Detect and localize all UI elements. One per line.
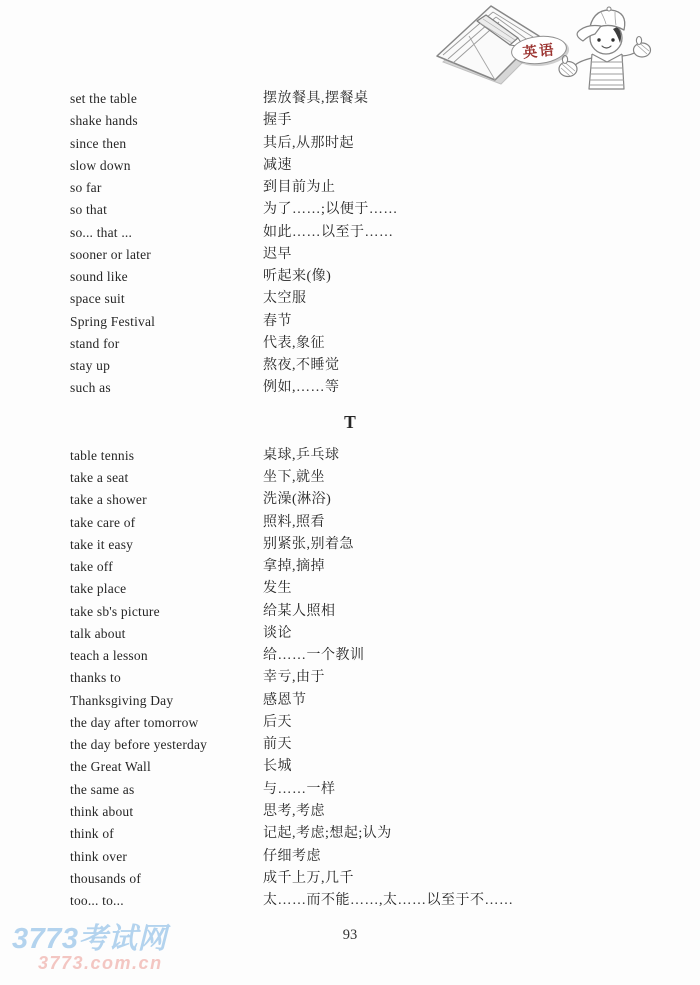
vocab-row [0,578,700,600]
vocab-row [0,623,700,645]
vocab-row [0,311,700,333]
chinese-meaning: 桌球,乒乓球 [263,447,340,463]
chinese-meaning: 代表,象征 [263,335,325,351]
vocab-row [0,266,700,288]
vocab-row [0,177,700,199]
watermark [12,916,167,974]
english-phrase: table tennis [70,447,135,463]
watermark-site-name: 3773考试网 [12,923,168,955]
vocab-row [0,467,700,489]
chinese-meaning: 照料,照看 [263,514,325,530]
english-phrase: take care of [70,514,136,530]
vocab-row [0,756,700,778]
english-phrase: the day before yesterday [70,737,208,753]
vocab-row [0,890,700,912]
english-phrase: such as [70,380,111,396]
chinese-meaning: 成千上万,几千 [263,870,354,886]
english-phrase: take a seat [70,469,129,485]
english-phrase: take a shower [70,492,147,508]
chinese-meaning: 减速 [263,157,292,173]
vocab-row [0,445,700,467]
english-phrase: so... that ... [70,224,133,240]
vocab-row [0,556,700,578]
chinese-meaning: 太空服 [263,291,307,307]
english-phrase: think about [70,803,134,819]
vocab-row [0,355,700,377]
english-phrase: stand for [70,335,120,351]
header-illustration [425,0,680,96]
vocab-row [0,601,700,623]
chinese-meaning: 熬夜,不睡觉 [263,358,340,374]
english-phrase: too... to... [70,893,124,909]
vocab-row [0,333,700,355]
chinese-meaning: 前天 [263,737,292,753]
english-phrase: Spring Festival [70,313,156,329]
chinese-meaning: 给某人照相 [263,603,336,619]
page-number: 93 [342,927,358,943]
chinese-meaning: 幸亏,由于 [263,670,325,686]
chinese-meaning: 思考,考虑 [263,803,325,819]
vocab-row [0,88,700,110]
english-phrase: sooner or later [70,246,151,262]
vocab-row [0,846,700,868]
chinese-meaning: 迟早 [263,246,292,262]
vocab-row [0,489,700,511]
vocab-row [0,801,700,823]
english-phrase: stay up [70,358,111,374]
english-phrase: teach a lesson [70,648,148,664]
chinese-meaning: 给……一个教训 [263,648,365,664]
vocab-row [0,712,700,734]
chinese-meaning: 与……一样 [263,781,336,797]
subject-badge-label: 英语 [521,41,557,62]
vocab-row [0,288,700,310]
section-heading: T [344,411,356,432]
chinese-meaning: 其后,从那时起 [263,135,354,151]
chinese-meaning: 仔细考虑 [263,848,321,864]
vocab-row [0,667,700,689]
english-phrase: slow down [70,157,131,173]
vocab-row [0,823,700,845]
vocab-row [0,155,700,177]
vocab-row [0,199,700,221]
chinese-meaning: 后天 [263,714,292,730]
vocab-row [0,133,700,155]
chinese-meaning: 例如,……等 [263,380,340,396]
chinese-meaning: 别紧张,别着急 [263,536,354,552]
chinese-meaning: 拿掉,摘掉 [263,559,325,575]
vocab-row [0,734,700,756]
english-phrase: Thanksgiving Day [70,692,174,708]
english-phrase: the day after tomorrow [70,714,199,730]
chinese-meaning: 谈论 [263,625,292,641]
english-phrase: talk about [70,625,126,641]
vocab-row [0,534,700,556]
english-phrase: thousands of [70,870,142,886]
english-phrase: so that [70,202,108,218]
chinese-meaning: 听起来(像) [263,269,332,285]
vocab-row [0,779,700,801]
chinese-meaning: 太……而不能……,太……以至于不…… [263,893,514,909]
english-phrase: so far [70,180,102,196]
english-phrase: since then [70,135,127,151]
vocab-row [0,690,700,712]
english-phrase: think over [70,848,128,864]
chinese-meaning: 为了……;以便于…… [263,202,398,218]
vocab-row [0,868,700,890]
watermark-site-url: 3773.com.cn [38,953,163,973]
chinese-meaning: 坐下,就坐 [263,469,325,485]
english-phrase: the same as [70,781,135,797]
english-phrase: set the table [70,91,138,106]
chinese-meaning: 握手 [263,113,292,129]
english-phrase: sound like [70,269,128,285]
english-phrase: shake hands [70,113,138,129]
chinese-meaning: 摆放餐具,摆餐桌 [263,91,369,106]
vocab-row [0,222,700,244]
chinese-meaning: 春节 [263,313,292,329]
chinese-meaning: 到目前为止 [263,180,336,196]
vocab-row [0,110,700,132]
english-phrase: take sb's picture [70,603,160,619]
chinese-meaning: 长城 [263,759,292,775]
vocab-row [0,645,700,667]
english-phrase: space suit [70,291,125,307]
english-phrase: take it easy [70,536,134,552]
vocabulary-list [0,88,700,912]
vocab-row [0,244,700,266]
vocab-row [0,512,700,534]
english-phrase: think of [70,826,114,842]
chinese-meaning: 感恩节 [263,692,307,708]
english-phrase: take off [70,559,113,575]
chinese-meaning: 发生 [263,581,292,597]
chinese-meaning: 洗澡(淋浴) [263,492,332,508]
vocab-row [0,377,700,399]
chinese-meaning: 记起,考虑;想起;认为 [263,826,392,842]
chinese-meaning: 如此……以至于…… [263,224,394,240]
english-phrase: the Great Wall [70,759,151,775]
english-phrase: take place [70,581,127,597]
english-phrase: thanks to [70,670,121,686]
